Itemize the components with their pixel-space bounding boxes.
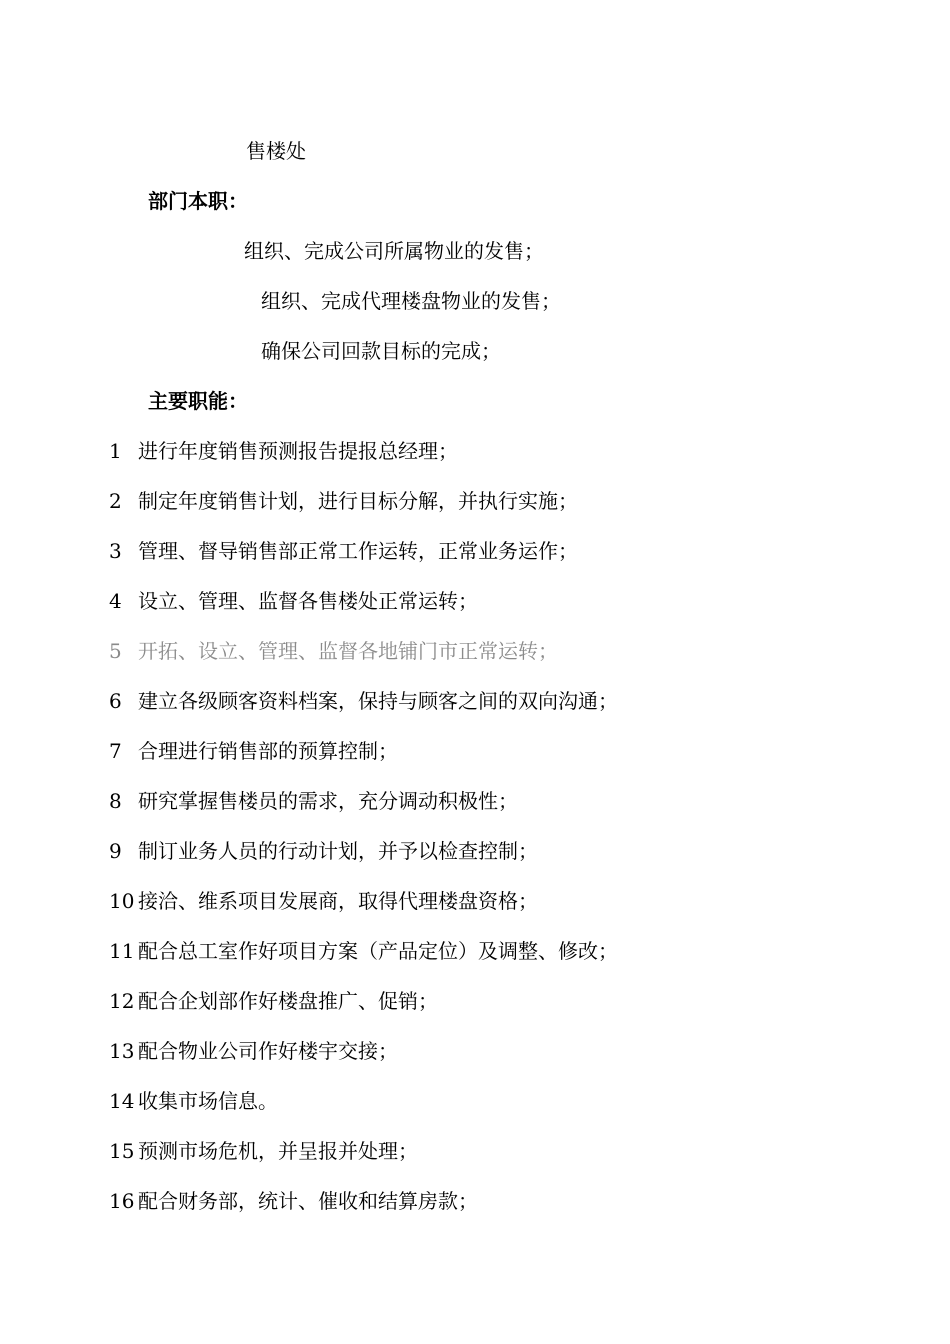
function-number: 5 bbox=[109, 639, 122, 663]
function-number: 14 bbox=[109, 1089, 135, 1113]
function-number: 9 bbox=[109, 839, 122, 863]
function-item bbox=[109, 1139, 418, 1163]
function-text: 设立、管理、监督各售楼处正常运转； bbox=[138, 589, 478, 613]
function-number: 1 bbox=[109, 439, 122, 463]
function-number: 16 bbox=[109, 1189, 135, 1213]
function-number: 13 bbox=[109, 1039, 135, 1063]
function-number: 15 bbox=[109, 1139, 135, 1163]
function-text: 预测市场危机，并呈报并处理； bbox=[138, 1139, 418, 1163]
function-item bbox=[109, 739, 398, 763]
function-number: 6 bbox=[109, 689, 122, 713]
function-text: 配合总工室作好项目方案（产品定位）及调整、修改； bbox=[138, 939, 618, 963]
function-item bbox=[109, 489, 578, 513]
function-item bbox=[109, 989, 438, 1013]
function-text: 建立各级顾客资料档案，保持与顾客之间的双向沟通； bbox=[138, 689, 618, 713]
function-item bbox=[109, 439, 458, 463]
duty-item: 确保公司回款目标的完成； bbox=[261, 339, 501, 363]
function-number: 8 bbox=[109, 789, 122, 813]
function-item bbox=[109, 939, 618, 963]
page-title: 售楼处 bbox=[246, 139, 306, 163]
function-text: 配合财务部，统计、催收和结算房款； bbox=[138, 1189, 478, 1213]
function-item bbox=[109, 639, 558, 663]
function-number: 11 bbox=[109, 939, 135, 963]
function-number: 3 bbox=[109, 539, 122, 563]
duties-heading: 部门本职： bbox=[148, 189, 248, 213]
function-text: 接洽、维系项目发展商，取得代理楼盘资格； bbox=[138, 889, 538, 913]
duty-item: 组织、完成代理楼盘物业的发售； bbox=[261, 289, 561, 313]
function-text: 制订业务人员的行动计划，并予以检查控制； bbox=[138, 839, 538, 863]
function-number: 12 bbox=[109, 989, 135, 1013]
function-number: 4 bbox=[109, 589, 122, 613]
function-text: 配合物业公司作好楼宇交接； bbox=[138, 1039, 398, 1063]
function-item bbox=[109, 589, 478, 613]
function-text: 开拓、设立、管理、监督各地铺门市正常运转； bbox=[138, 639, 558, 663]
function-item bbox=[109, 889, 538, 913]
function-text: 研究掌握售楼员的需求，充分调动积极性； bbox=[138, 789, 518, 813]
function-item bbox=[109, 839, 538, 863]
function-text: 管理、督导销售部正常工作运转，正常业务运作； bbox=[138, 539, 578, 563]
function-text: 配合企划部作好楼盘推广、促销； bbox=[138, 989, 438, 1013]
function-item bbox=[109, 539, 578, 563]
function-text: 合理进行销售部的预算控制； bbox=[138, 739, 398, 763]
function-number: 10 bbox=[109, 889, 135, 913]
function-item bbox=[109, 789, 518, 813]
function-number: 2 bbox=[109, 489, 122, 513]
function-text: 制定年度销售计划，进行目标分解，并执行实施； bbox=[138, 489, 578, 513]
functions-heading: 主要职能： bbox=[148, 389, 248, 413]
function-item bbox=[109, 1189, 478, 1213]
function-item bbox=[109, 689, 618, 713]
function-text: 收集市场信息。 bbox=[138, 1089, 278, 1113]
function-item bbox=[109, 1089, 278, 1113]
duty-item: 组织、完成公司所属物业的发售； bbox=[244, 239, 544, 263]
function-item bbox=[109, 1039, 398, 1063]
function-text: 进行年度销售预测报告提报总经理； bbox=[138, 439, 458, 463]
function-number: 7 bbox=[109, 739, 122, 763]
